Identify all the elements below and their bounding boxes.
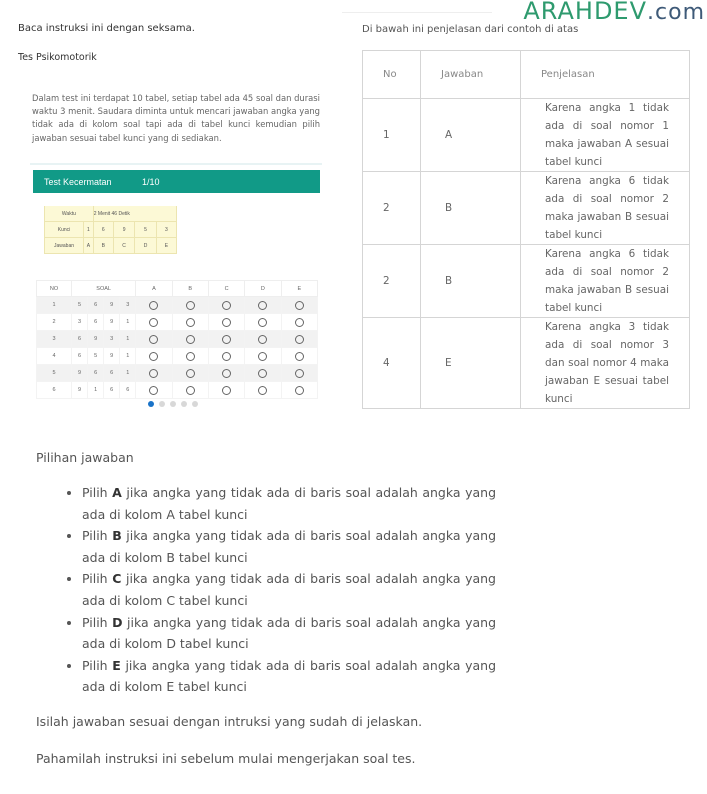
divider — [342, 12, 492, 13]
radio-cell — [136, 297, 172, 314]
soal-number: 6 — [104, 382, 120, 399]
radio-option-e[interactable] — [295, 301, 304, 310]
soal-number: 5 — [72, 297, 88, 314]
soal-number: 6 — [88, 314, 104, 331]
radio-cell — [245, 331, 281, 348]
radio-cell — [172, 348, 208, 365]
radio-cell — [136, 382, 172, 399]
soal-number: 1 — [120, 365, 136, 382]
radio-option-e[interactable] — [295, 386, 304, 395]
pagination-dot[interactable] — [181, 401, 187, 407]
answer-letter: E — [156, 238, 176, 254]
option-prefix: Pilih — [82, 528, 113, 544]
soal-number: 5 — [88, 348, 104, 365]
timer-label: Waktu — [45, 206, 94, 222]
row-no: 4 — [363, 318, 421, 409]
answer-letter: D — [135, 238, 156, 254]
answer-letter: C — [113, 238, 134, 254]
quiz-row — [37, 314, 318, 331]
radio-cell — [208, 348, 244, 365]
radio-cell — [208, 314, 244, 331]
radio-option-a[interactable] — [149, 352, 158, 361]
radio-option-e[interactable] — [295, 369, 304, 378]
key-label: Kunci — [45, 222, 84, 238]
explanation-caption: Di bawah ini penjelasan dari contoh di atas — [362, 24, 579, 35]
intro-line: Baca instruksi ini dengan seksama. — [18, 23, 195, 34]
radio-cell — [208, 382, 244, 399]
option-prefix: Pilih — [82, 571, 113, 587]
table-row — [363, 172, 690, 245]
radio-cell — [281, 297, 317, 314]
radio-option-b[interactable] — [186, 335, 195, 344]
soal-number: 3 — [120, 297, 136, 314]
radio-option-a[interactable] — [149, 318, 158, 327]
options-title: Pilihan jawaban — [36, 450, 134, 465]
radio-cell — [281, 365, 317, 382]
soal-number: 9 — [88, 331, 104, 348]
option-text: jika angka yang tidak ada di baris soal adalah angka yang ada di kolom E tabel kunci — [82, 657, 497, 695]
answer-label: Jawaban — [45, 238, 84, 254]
test-title: Test Kecermatan — [44, 176, 112, 187]
timer-value: 2 Menit 46 Detik — [93, 206, 176, 222]
row-no: 6 — [37, 382, 72, 399]
radio-cell — [136, 314, 172, 331]
options-list — [66, 482, 496, 698]
quiz-row — [37, 297, 318, 314]
radio-cell — [172, 314, 208, 331]
radio-option-d[interactable] — [258, 369, 267, 378]
soal-number: 1 — [120, 348, 136, 365]
soal-number: 1 — [120, 331, 136, 348]
radio-option-c[interactable] — [222, 318, 231, 327]
row-explanation: Karena angka 6 tidak ada di soal nomor 2 maka jawaban B sesuai tabel kunci — [521, 172, 690, 245]
soal-number: 9 — [72, 365, 88, 382]
key-table — [44, 206, 177, 254]
col-answer: Jawaban — [421, 51, 521, 99]
radio-option-b[interactable] — [186, 386, 195, 395]
row-explanation: Karena angka 3 tidak ada di soal nomor 3 dan soal nomor 4 maka jawaban E sesuai tabel kunci — [521, 318, 690, 409]
table-row — [363, 99, 690, 172]
radio-option-c[interactable] — [222, 352, 231, 361]
radio-option-d[interactable] — [258, 352, 267, 361]
option-letter: D — [112, 614, 123, 630]
row-answer: E — [421, 318, 521, 409]
radio-cell — [281, 331, 317, 348]
option-text: jika angka yang tidak ada di baris soal adalah angka yang ada di kolom C tabel kunci — [82, 571, 496, 608]
test-progress: 1/10 — [142, 176, 160, 187]
soal-number: 6 — [88, 365, 104, 382]
pagination-dot[interactable] — [192, 401, 198, 407]
soal-number: 6 — [72, 348, 88, 365]
option-prefix: Pilih — [82, 657, 113, 673]
row-answer: B — [421, 172, 521, 245]
pagination-dot[interactable] — [170, 401, 176, 407]
footer-instruction: Isilah jawaban sesuai dengan intruksi yang sudah di jelaskan. — [36, 714, 423, 729]
radio-option-d[interactable] — [258, 318, 267, 327]
option-text: jika angka yang tidak ada di baris soal adalah angka yang ada di kolom A tabel kunci — [82, 485, 497, 522]
radio-option-c[interactable] — [222, 386, 231, 395]
radio-option-b[interactable] — [186, 301, 195, 310]
row-no: 4 — [37, 348, 72, 365]
col-option: D — [245, 281, 281, 297]
radio-cell — [245, 297, 281, 314]
row-no: 2 — [363, 172, 421, 245]
logo-domain: .com — [647, 0, 705, 25]
radio-cell — [136, 348, 172, 365]
divider — [30, 163, 322, 165]
radio-cell — [245, 365, 281, 382]
radio-option-a[interactable] — [149, 335, 158, 344]
col-option: C — [208, 281, 244, 297]
radio-cell — [208, 365, 244, 382]
quiz-row — [37, 382, 318, 399]
option-letter: E — [112, 657, 121, 673]
radio-cell — [245, 314, 281, 331]
radio-option-b[interactable] — [186, 352, 195, 361]
radio-cell — [208, 331, 244, 348]
soal-number: 1 — [88, 382, 104, 399]
row-answer: B — [421, 245, 521, 318]
option-letter: C — [112, 571, 122, 587]
col-option: A — [136, 281, 172, 297]
explanation-table — [362, 50, 690, 409]
test-description: Dalam test ini terdapat 10 tabel, setiap tabel ada 45 soal dan durasi waktu 3 menit. Saudara diminta untuk mencari jawaban angka yang tidak ada di kolom soal tapi ada di tabel kunci kemudian pilih jawaban sesuai tabel kunci yang di sediakan. — [32, 93, 320, 143]
radio-cell — [245, 348, 281, 365]
option-letter: B — [112, 528, 122, 544]
row-no: 2 — [363, 245, 421, 318]
option-text: jika angka yang tidak ada di baris soal adalah angka yang ada di kolom D tabel kunci — [82, 614, 497, 652]
radio-cell — [208, 297, 244, 314]
key-value: 5 — [135, 222, 156, 238]
table-row — [363, 318, 690, 409]
row-no: 3 — [37, 331, 72, 348]
col-option: E — [281, 281, 317, 297]
list-item — [82, 655, 496, 698]
radio-option-b[interactable] — [186, 318, 195, 327]
radio-cell — [172, 331, 208, 348]
key-value: 9 — [113, 222, 134, 238]
col-explanation: Penjelasan — [521, 51, 690, 99]
radio-cell — [281, 314, 317, 331]
quiz-row — [37, 331, 318, 348]
col-no: NO — [37, 281, 72, 297]
logo — [523, 0, 705, 25]
radio-option-c[interactable] — [222, 369, 231, 378]
soal-number: 6 — [104, 365, 120, 382]
key-value: 1 — [84, 222, 94, 238]
radio-cell — [281, 382, 317, 399]
radio-cell — [172, 382, 208, 399]
logo-main: ARAHDEV — [523, 0, 648, 25]
row-no: 5 — [37, 365, 72, 382]
soal-number: 9 — [104, 348, 120, 365]
radio-option-a[interactable] — [149, 386, 158, 395]
list-item — [82, 612, 496, 655]
test-name: Tes Psikomotorik — [18, 52, 97, 63]
row-no: 1 — [37, 297, 72, 314]
option-letter: A — [112, 485, 122, 500]
radio-option-b[interactable] — [186, 369, 195, 378]
quiz-row — [37, 365, 318, 382]
radio-option-e[interactable] — [295, 352, 304, 361]
radio-cell — [245, 382, 281, 399]
col-soal: SOAL — [72, 281, 136, 297]
list-item — [82, 525, 496, 568]
radio-option-d[interactable] — [258, 335, 267, 344]
col-no: No — [363, 51, 421, 99]
row-explanation: Karena angka 1 tidak ada di soal nomor 1 maka jawaban A sesuai tabel kunci — [521, 99, 690, 172]
quiz-table — [36, 280, 318, 399]
row-no: 1 — [363, 99, 421, 172]
radio-option-a[interactable] — [149, 301, 158, 310]
table-row — [363, 245, 690, 318]
option-prefix: Pilih — [82, 485, 113, 500]
radio-cell — [172, 365, 208, 382]
pagination-dots — [148, 401, 198, 407]
radio-option-e[interactable] — [295, 318, 304, 327]
radio-option-d[interactable] — [258, 301, 267, 310]
row-no: 2 — [37, 314, 72, 331]
list-item — [82, 482, 496, 525]
col-option: B — [172, 281, 208, 297]
soal-number: 6 — [88, 297, 104, 314]
option-prefix: Pilih — [82, 614, 113, 630]
soal-number: 1 — [120, 314, 136, 331]
test-header-bar — [33, 170, 320, 193]
answer-letter: B — [93, 238, 113, 254]
soal-number: 6 — [72, 331, 88, 348]
radio-cell — [136, 365, 172, 382]
radio-option-c[interactable] — [222, 335, 231, 344]
soal-number: 3 — [104, 331, 120, 348]
soal-number: 9 — [104, 297, 120, 314]
radio-cell — [281, 348, 317, 365]
radio-option-d[interactable] — [258, 386, 267, 395]
soal-number: 9 — [72, 382, 88, 399]
radio-cell — [172, 297, 208, 314]
radio-option-c[interactable] — [222, 301, 231, 310]
answer-letter: A — [84, 238, 94, 254]
radio-cell — [136, 331, 172, 348]
row-explanation: Karena angka 6 tidak ada di soal nomor 2 maka jawaban B sesuai tabel kunci — [521, 245, 690, 318]
list-item — [82, 568, 496, 611]
radio-option-a[interactable] — [149, 369, 158, 378]
pagination-dot[interactable] — [159, 401, 165, 407]
footer-reminder: Pahamilah instruksi ini sebelum mulai mengerjakan soal tes. — [36, 751, 416, 766]
option-text: jika angka yang tidak ada di baris soal adalah angka yang ada di kolom B tabel kunci — [82, 528, 497, 565]
quiz-row — [37, 348, 318, 365]
key-value: 3 — [156, 222, 176, 238]
soal-number: 3 — [72, 314, 88, 331]
pagination-dot[interactable] — [148, 401, 154, 407]
soal-number: 6 — [120, 382, 136, 399]
soal-number: 9 — [104, 314, 120, 331]
radio-option-e[interactable] — [295, 335, 304, 344]
row-answer: A — [421, 99, 521, 172]
key-value: 6 — [93, 222, 113, 238]
